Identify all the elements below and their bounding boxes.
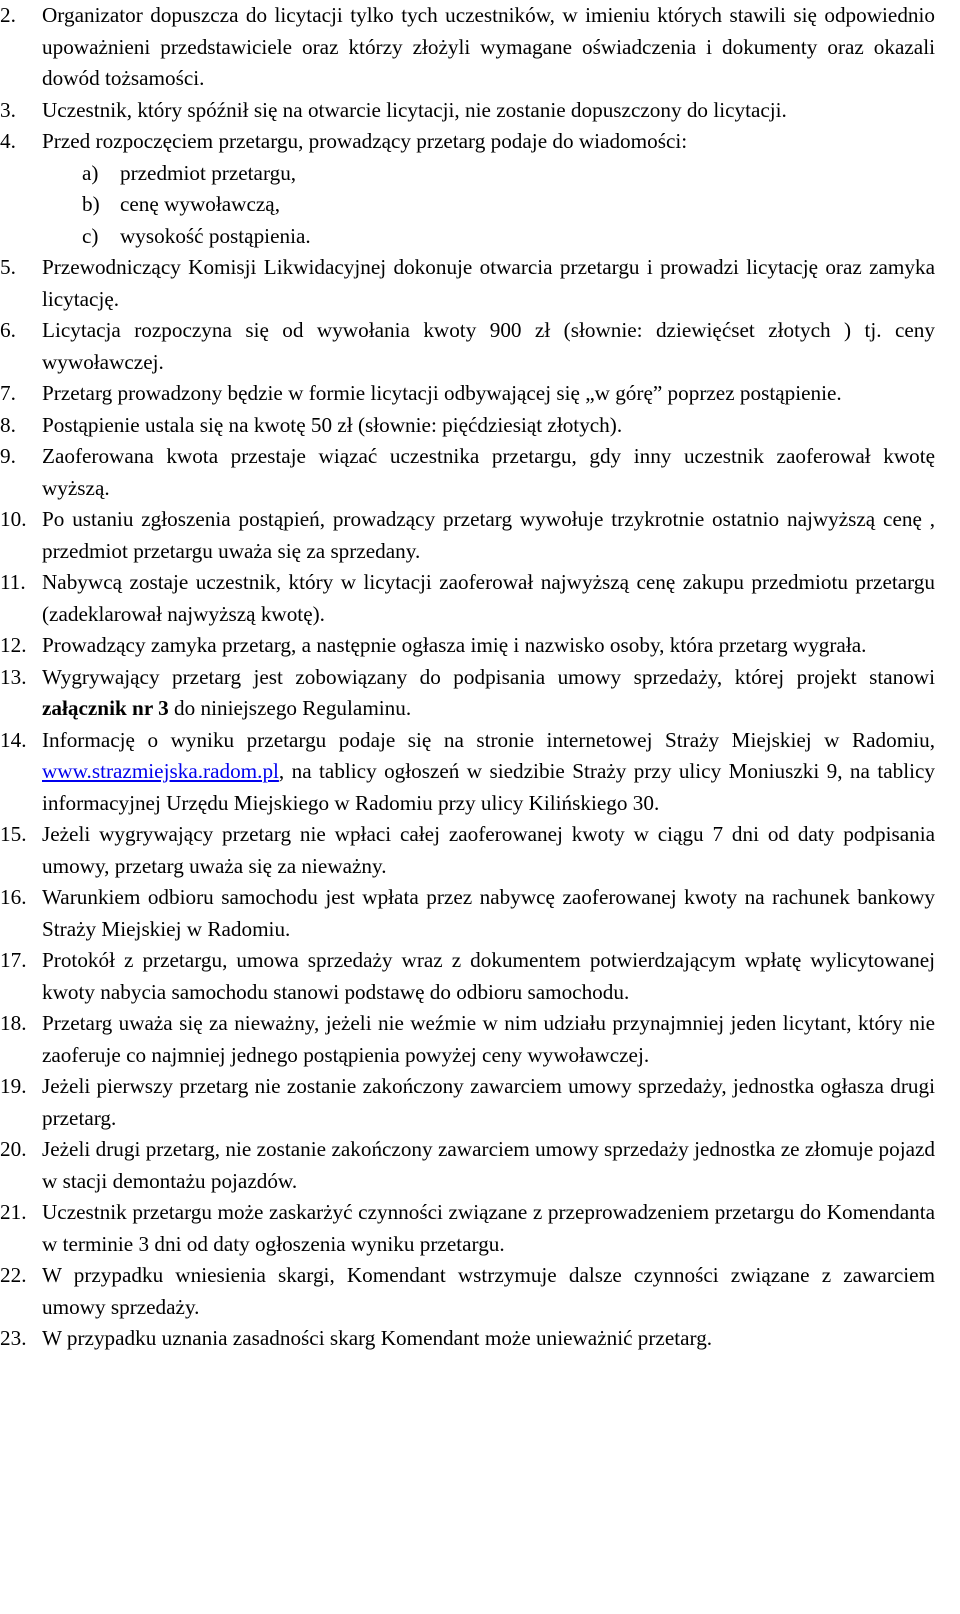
item-text-part: do niniejszego Regulaminu. (168, 696, 412, 720)
sub-list-item (82, 158, 935, 190)
item-text: Przed rozpoczęciem przetargu, prowadzący przetarg podaje do wiadomości: (42, 129, 688, 153)
list-item (0, 1323, 935, 1355)
item-text: Organizator dopuszcza do licytacji tylko tych uczestników, w imieniu których stawili się odpowiednio upoważnieni przedstawiciele oraz którzy złożyli wymagane oświadczenia i dokumenty oraz okazali dowód tożsamości. (42, 3, 935, 90)
list-item (0, 504, 935, 567)
item-number: 19. (0, 1074, 27, 1098)
item-number: 11. (0, 570, 26, 594)
item-text (42, 665, 935, 721)
list-item (0, 378, 935, 410)
list-item (0, 567, 935, 630)
list-item (0, 441, 935, 504)
item-text: Uczestnik przetargu może zaskarżyć czynności związane z przeprowadzeniem przetargu do Komendanta w terminie 3 dni od daty ogłoszenia wyniku przetargu. (42, 1200, 935, 1256)
item-number: 6. (0, 318, 16, 342)
attachment-reference: załącznik nr 3 (42, 696, 169, 720)
item-number: 14. (0, 727, 27, 752)
sub-item-text: cenę wywoławczą, (120, 192, 280, 216)
list-item (0, 1197, 935, 1260)
sub-item-label: c) (82, 223, 99, 248)
item-text: W przypadku uznania zasadności skarg Komendant może unieważnić przetarg. (42, 1326, 713, 1350)
list-item (0, 1008, 935, 1071)
item-text: Przewodniczący Komisji Likwidacyjnej dokonuje otwarcia przetargu i prowadzi licytację oraz zamyka licytację. (42, 255, 935, 311)
website-link[interactable]: www.strazmiejska.radom.pl (42, 759, 279, 783)
list-item (0, 662, 935, 725)
sub-item-text: przedmiot przetargu, (120, 160, 297, 185)
list-item (0, 1134, 935, 1197)
list-item (0, 252, 935, 315)
item-number: 17. (0, 948, 27, 972)
list-item (0, 0, 935, 95)
item-text: Jeżeli pierwszy przetarg nie zostanie zakończony zawarciem umowy sprzedaży, jednostka ogłasza drugi przetarg. (42, 1074, 935, 1130)
sub-list-item (82, 221, 935, 253)
item-text: Jeżeli wygrywający przetarg nie wpłaci całej zaoferowanej kwoty w ciągu 7 dni od daty podpisania umowy, przetarg uważa się za nieważny. (42, 822, 935, 878)
item-text: Prowadzący zamyka przetarg, a następnie ogłasza imię i nazwisko osoby, która przetarg wygrała. (42, 633, 867, 657)
list-item (0, 95, 935, 127)
item-number: 10. (0, 507, 27, 531)
item-number: 2. (0, 3, 16, 27)
list-item (0, 819, 935, 882)
item-number: 8. (0, 412, 16, 437)
item-number: 7. (0, 381, 16, 405)
item-number: 5. (0, 255, 16, 279)
item-number: 15. (0, 822, 27, 846)
item-number: 3. (0, 97, 16, 122)
item-text: W przypadku wniesienia skargi, Komendant wstrzymuje dalsze czynności związane z zawarciem umowy sprzedaży. (42, 1263, 935, 1319)
item-number: 16. (0, 885, 27, 909)
item-text: Protokół z przetargu, umowa sprzedaży wraz z dokumentem potwierdzającym wpłatę wylicytowanej kwoty nabycia samochodu stanowi podstawę do odbioru samochodu. (42, 948, 935, 1004)
item-number: 12. (0, 633, 27, 657)
list-item (0, 945, 935, 1008)
list-item (0, 410, 935, 442)
item-number: 9. (0, 444, 16, 468)
item-text: Po ustaniu zgłoszenia postąpień, prowadzący przetarg wywołuje trzykrotnie ostatnio najwyższą cenę , przedmiot przetargu uważa się za sprzedany. (42, 507, 935, 563)
item-text: Licytacja rozpoczyna się od wywołania kwoty 900 zł (słownie: dziewięćset złotych ) tj. ceny wywoławczej. (42, 318, 935, 374)
item-text-part: , na tablicy ogłoszeń w siedzibie Straży przy ulicy Moniuszki 9, na tablicy informacyjnej Urzędu Miejskiego w Radomiu przy ulicy Kilińskiego 30. (42, 759, 935, 815)
item-number: 20. (0, 1137, 27, 1161)
sub-item-text: wysokość postąpienia. (120, 223, 311, 248)
item-text: Uczestnik, który spóźnił się na otwarcie licytacji, nie zostanie dopuszczony do licytacji. (42, 97, 787, 122)
item-text-part: Wygrywający przetarg jest zobowiązany do podpisania umowy sprzedaży, której projekt stanowi (42, 664, 935, 689)
sub-item-label: a) (82, 160, 99, 185)
list-item (0, 725, 935, 820)
item-number: 4. (0, 129, 16, 153)
item-number: 22. (0, 1263, 27, 1287)
list-item (0, 1071, 935, 1134)
item-text: Warunkiem odbioru samochodu jest wpłata przez nabywcę zaoferowanej kwoty na rachunek bankowy Straży Miejskiej w Radomiu. (42, 885, 935, 941)
item-text: Zaoferowana kwota przestaje wiązać uczestnika przetargu, gdy inny uczestnik zaoferował kwotę wyższą. (42, 444, 935, 500)
item-number: 21. (0, 1200, 27, 1224)
sub-list (42, 158, 935, 253)
sub-list-item (82, 189, 935, 221)
item-number: 18. (0, 1011, 27, 1035)
item-text: Przetarg prowadzony będzie w formie licytacji odbywającej się „w górę” poprzez postąpienie. (42, 381, 842, 405)
list-item (0, 315, 935, 378)
list-item (0, 630, 935, 662)
item-text: Postąpienie ustala się na kwotę 50 zł (słownie: pięćdziesiąt złotych). (42, 412, 623, 437)
list-item (0, 1260, 935, 1323)
list-item (0, 126, 935, 252)
item-number: 23. (0, 1326, 27, 1350)
item-text: Przetarg uważa się za nieważny, jeżeli nie weźmie w nim udziału przynajmniej jeden licytant, który nie zaoferuje co najmniej jednego postąpienia powyżej ceny wywoławczej. (42, 1011, 935, 1067)
sub-item-label: b) (82, 192, 100, 216)
item-text (42, 728, 935, 815)
item-text-part: Informację o wyniku przetargu podaje się na stronie internetowej Straży Miejskiej w Radomiu, (42, 727, 935, 752)
item-text: Nabywcą zostaje uczestnik, który w licytacji zaoferował najwyższą cenę zakupu przedmiotu przetargu (zadeklarował najwyższą kwotę). (42, 570, 935, 626)
item-text: Jeżeli drugi przetarg, nie zostanie zakończony zawarciem umowy sprzedaży jednostka ze złomuje pojazd w stacji demontażu pojazdów. (42, 1137, 935, 1193)
list-item (0, 882, 935, 945)
item-number: 13. (0, 664, 27, 689)
